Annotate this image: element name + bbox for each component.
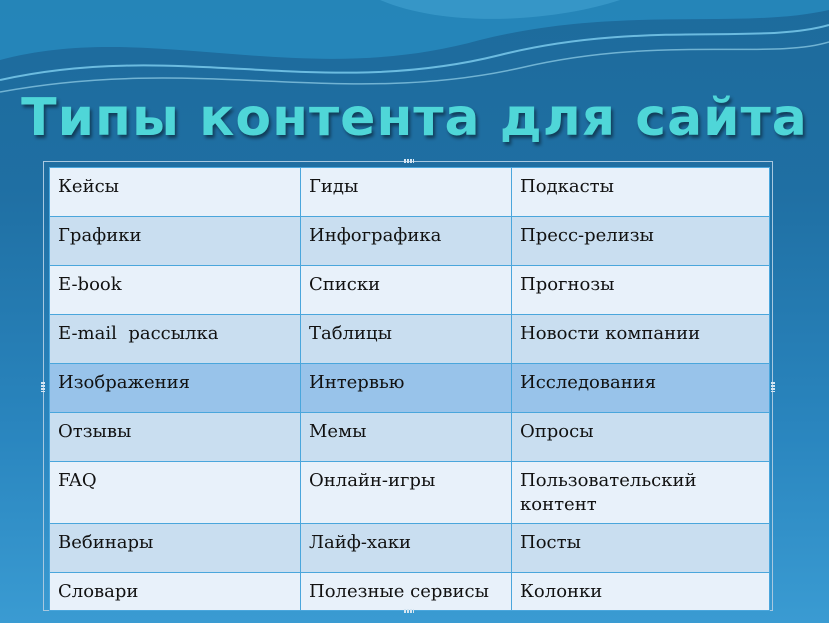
table-row <box>50 266 770 315</box>
table-cell[interactable]: Пользовательский контент <box>512 462 770 524</box>
table-cell[interactable]: Вебинары <box>50 524 301 573</box>
table-cell[interactable]: Кейсы <box>50 168 301 217</box>
table-cell[interactable]: Инфографика <box>301 217 512 266</box>
table-cell[interactable]: Онлайн-игры <box>301 462 512 524</box>
slide-title: Типы контента для сайта <box>21 88 808 148</box>
table-cell[interactable]: Подкасты <box>512 168 770 217</box>
resize-handle-bottom[interactable] <box>404 609 414 613</box>
table-row <box>50 462 770 524</box>
resize-handle-right[interactable] <box>771 382 775 392</box>
table-cell[interactable]: Словари <box>50 573 301 611</box>
table-cell[interactable]: Колонки <box>512 573 770 611</box>
table-cell[interactable]: Таблицы <box>301 315 512 364</box>
table-cell[interactable]: FAQ <box>50 462 301 524</box>
table-cell[interactable]: Списки <box>301 266 512 315</box>
table-cell[interactable]: Графики <box>50 217 301 266</box>
table-cell[interactable]: Посты <box>512 524 770 573</box>
table-row <box>50 573 770 611</box>
table-cell[interactable]: Исследования <box>512 364 770 413</box>
table-cell[interactable]: E-mail рассылка <box>50 315 301 364</box>
table-cell[interactable]: Новости компании <box>512 315 770 364</box>
resize-handle-left[interactable] <box>41 382 45 392</box>
table-cell[interactable]: Прогнозы <box>512 266 770 315</box>
table-cell[interactable]: Гиды <box>301 168 512 217</box>
table-cell[interactable]: Опросы <box>512 413 770 462</box>
table-cell[interactable]: Отзывы <box>50 413 301 462</box>
table-row <box>50 413 770 462</box>
content-types-table-frame[interactable] <box>43 161 773 611</box>
table-cell[interactable]: Мемы <box>301 413 512 462</box>
content-types-table <box>49 167 770 611</box>
table-row <box>50 217 770 266</box>
table-cell[interactable]: Пресс-релизы <box>512 217 770 266</box>
table-cell[interactable]: Интервью <box>301 364 512 413</box>
table-cell[interactable]: Лайф-хаки <box>301 524 512 573</box>
table-cell[interactable]: Полезные сервисы <box>301 573 512 611</box>
table-cell[interactable]: E-book <box>50 266 301 315</box>
resize-handle-top[interactable] <box>404 159 414 163</box>
table-row <box>50 168 770 217</box>
table-row <box>50 315 770 364</box>
table-cell[interactable]: Изображения <box>50 364 301 413</box>
table-row <box>50 524 770 573</box>
table-row-selected <box>50 364 770 413</box>
